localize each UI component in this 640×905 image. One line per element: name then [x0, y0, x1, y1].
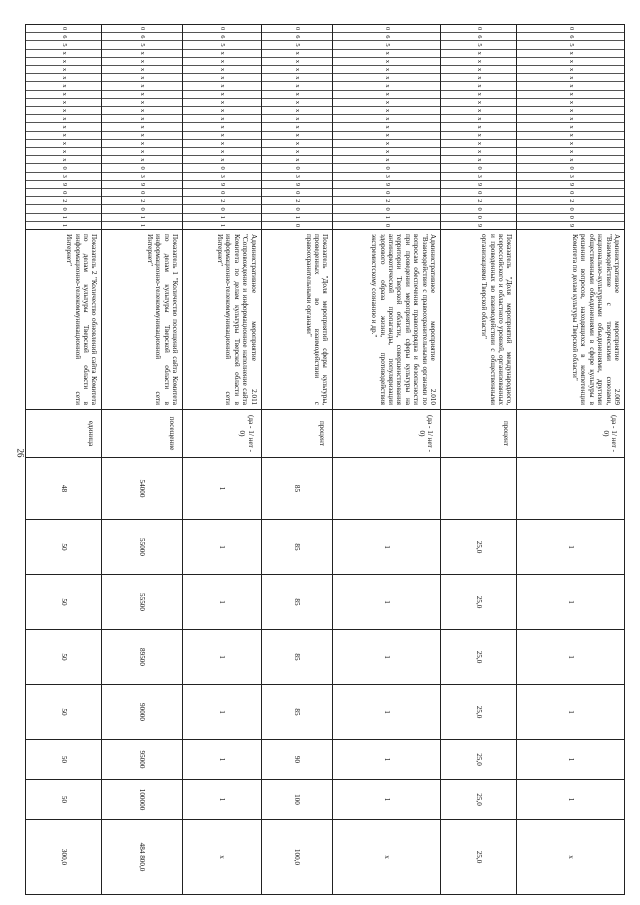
unit-of-measure: процент: [261, 410, 333, 458]
year-value: 1: [183, 575, 262, 630]
year-value: 89500: [102, 630, 183, 685]
measure-name: Административное мероприятие 2.009 "Взаимодействие с творческими союзами, национально-культурными объединениями, другими общественными объединениями в сфере культуры в решении вопросов, находящихся в компетенции Комитета по делам культуры Тверской области": [517, 230, 625, 410]
year-value: 48: [26, 458, 102, 520]
year-value: 25,0: [441, 575, 517, 630]
code-digit: 0: [26, 163, 101, 171]
total-value: 300,0: [26, 820, 102, 895]
code-digit: x: [517, 155, 624, 163]
code-digit: x: [517, 122, 624, 130]
code-digit: x: [441, 147, 516, 155]
code-digit: 0: [441, 204, 516, 212]
year-value: 100000: [102, 780, 183, 820]
code-digit: x: [102, 122, 182, 130]
code-digit: x: [262, 57, 333, 65]
code-digit: 0: [262, 188, 333, 196]
code-digit: x: [183, 114, 261, 122]
code-digit: 3: [26, 172, 101, 180]
code-digit: x: [333, 106, 440, 114]
code-digit: x: [262, 131, 333, 139]
code-digit: x: [441, 114, 516, 122]
code-digit: 0: [517, 188, 624, 196]
code-digit: x: [183, 131, 261, 139]
code-digit: x: [262, 98, 333, 106]
code-digit: 0: [26, 204, 101, 212]
code-digit: x: [26, 114, 101, 122]
code-digit: 3: [183, 172, 261, 180]
code-digit: x: [26, 90, 101, 98]
code-digit: x: [262, 73, 333, 81]
code-digit: 2: [26, 196, 101, 204]
code-digit: 6: [441, 32, 516, 40]
classification-code: [183, 25, 262, 230]
code-digit: x: [441, 131, 516, 139]
code-digit: x: [183, 139, 261, 147]
code-digit: 3: [517, 172, 624, 180]
code-digit: x: [517, 81, 624, 89]
code-digit: x: [102, 155, 182, 163]
code-digit: 0: [183, 204, 261, 212]
code-digit: x: [262, 155, 333, 163]
code-digit: 6: [102, 32, 182, 40]
code-digit: x: [441, 106, 516, 114]
code-digit: x: [441, 155, 516, 163]
code-digit: 2: [102, 196, 182, 204]
unit-of-measure: (да - 1/ нет - 0): [183, 410, 262, 458]
classification-code: [26, 25, 102, 230]
code-digit: 9: [333, 180, 440, 188]
code-digit: x: [183, 122, 261, 130]
code-digit: x: [333, 147, 440, 155]
code-digit: x: [333, 49, 440, 57]
code-digit: x: [517, 114, 624, 122]
page-number: 26: [15, 448, 26, 458]
total-value: 100,0: [261, 820, 333, 895]
code-digit: x: [517, 139, 624, 147]
code-digit: x: [102, 106, 182, 114]
year-value: 100: [261, 780, 333, 820]
code-digit: x: [517, 57, 624, 65]
measure-name: Административное мероприятие 2.011 "Сопровождение и информационное наполнение сайта Комитета по делам культуры Тверской области в информационно-телекоммуникационной сети Интернет": [183, 230, 262, 410]
code-digit: 0: [139, 27, 147, 31]
code-digit: 0: [102, 163, 182, 171]
code-digit: x: [333, 73, 440, 81]
code-digit: 9: [26, 180, 101, 188]
code-digit: 1: [102, 213, 182, 221]
code-digit: 0: [441, 188, 516, 196]
year-value: 50: [26, 630, 102, 685]
code-digit: 0: [333, 221, 440, 229]
code-digit: 1: [26, 221, 101, 229]
code-digit: x: [517, 131, 624, 139]
code-digit: x: [333, 81, 440, 89]
year-value: 1: [183, 685, 262, 740]
code-digit: x: [441, 73, 516, 81]
code-digit: 5: [441, 40, 516, 48]
code-digit: x: [102, 57, 182, 65]
year-value: 1: [517, 740, 625, 780]
code-digit: x: [102, 139, 182, 147]
code-digit: x: [262, 65, 333, 73]
code-digit: x: [183, 81, 261, 89]
code-digit: x: [262, 147, 333, 155]
year-value: 1: [333, 740, 441, 780]
code-digit: x: [441, 65, 516, 73]
unit-of-measure: (да - 1/ нет - 0): [333, 410, 441, 458]
code-digit: 0: [517, 163, 624, 171]
year-value: 1: [183, 458, 262, 520]
code-digit: x: [102, 90, 182, 98]
year-value: 85: [261, 458, 333, 520]
code-digit: 0: [262, 163, 333, 171]
code-digit: x: [333, 139, 440, 147]
code-digit: x: [517, 73, 624, 81]
code-digit: 1: [262, 213, 333, 221]
code-digit: x: [441, 49, 516, 57]
year-value: 85: [261, 575, 333, 630]
code-digit: 0: [102, 204, 182, 212]
code-digit: 5: [262, 40, 333, 48]
code-digit: x: [441, 57, 516, 65]
code-digit: 0: [183, 163, 261, 171]
code-digit: 0: [262, 204, 333, 212]
code-digit: 0: [294, 27, 302, 31]
code-digit: x: [441, 122, 516, 130]
code-digit: 0: [441, 213, 516, 221]
total-value: 484 800,0: [102, 820, 183, 895]
code-digit: x: [102, 98, 182, 106]
code-digit: 0: [26, 188, 101, 196]
year-value: 50: [26, 780, 102, 820]
classification-code: [102, 25, 183, 230]
code-digit: x: [102, 73, 182, 81]
code-digit: x: [333, 131, 440, 139]
code-digit: x: [262, 106, 333, 114]
code-digit: 0: [333, 204, 440, 212]
table-row: [183, 25, 262, 895]
year-value: 1: [333, 780, 441, 820]
table-row: [333, 25, 441, 895]
year-value: 1: [333, 630, 441, 685]
code-digit: 3: [333, 172, 440, 180]
year-value: 50: [26, 740, 102, 780]
code-digit: x: [262, 90, 333, 98]
code-digit: 1: [333, 213, 440, 221]
total-value: 25,0: [441, 820, 517, 895]
code-digit: 0: [60, 27, 68, 31]
code-digit: 1: [183, 221, 261, 229]
year-value: 1: [517, 630, 625, 685]
table-row: [26, 25, 102, 895]
year-value: 55000: [102, 520, 183, 575]
year-value: 1: [183, 630, 262, 685]
code-digit: x: [441, 139, 516, 147]
measure-name: Показатель "Доля мероприятий сферы культуры, проведенных во взаимодействии с правоохранительными органами": [261, 230, 333, 410]
code-digit: 0: [517, 213, 624, 221]
year-value: 1: [333, 520, 441, 575]
year-value: 1: [517, 520, 625, 575]
table-row: [261, 25, 333, 895]
classification-code: [517, 25, 625, 230]
unit-of-measure: посещение: [102, 410, 183, 458]
year-value: 85: [261, 520, 333, 575]
code-digit: x: [102, 114, 182, 122]
code-digit: x: [26, 81, 101, 89]
code-digit: x: [102, 65, 182, 73]
unit-of-measure: (да - 1/ нет - 0): [517, 410, 625, 458]
code-digit: x: [441, 81, 516, 89]
code-digit: 5: [183, 40, 261, 48]
code-digit: 0: [102, 188, 182, 196]
year-value: 25,0: [441, 520, 517, 575]
code-digit: x: [26, 155, 101, 163]
year-value: 1: [333, 575, 441, 630]
year-value: 1: [183, 520, 262, 575]
code-digit: 3: [441, 172, 516, 180]
code-digit: x: [333, 65, 440, 73]
code-digit: x: [333, 122, 440, 130]
code-digit: x: [517, 65, 624, 73]
table-row: [102, 25, 183, 895]
code-digit: x: [26, 65, 101, 73]
year-value: 85: [261, 630, 333, 685]
code-digit: 1: [26, 213, 101, 221]
code-digit: 9: [441, 180, 516, 188]
classification-code: [261, 25, 333, 230]
code-digit: x: [26, 147, 101, 155]
code-digit: x: [333, 57, 440, 65]
classification-code: [333, 25, 441, 230]
table-row: [441, 25, 517, 895]
code-digit: 0: [333, 163, 440, 171]
unit-of-measure: единица: [26, 410, 102, 458]
year-value: [517, 458, 625, 520]
total-value: х: [333, 820, 441, 895]
year-value: 25,0: [441, 630, 517, 685]
code-digit: x: [102, 131, 182, 139]
code-digit: x: [26, 73, 101, 81]
code-digit: 6: [333, 32, 440, 40]
code-digit: x: [183, 155, 261, 163]
code-digit: 1: [183, 213, 261, 221]
classification-code: [441, 25, 517, 230]
code-digit: x: [183, 57, 261, 65]
year-value: 90000: [102, 685, 183, 740]
code-digit: 5: [517, 40, 624, 48]
code-digit: 9: [517, 180, 624, 188]
code-digit: x: [517, 147, 624, 155]
code-digit: x: [517, 106, 624, 114]
code-digit: x: [262, 122, 333, 130]
program-table: [25, 24, 625, 895]
code-digit: 2: [517, 196, 624, 204]
code-digit: x: [26, 49, 101, 57]
code-digit: x: [333, 155, 440, 163]
code-digit: x: [26, 131, 101, 139]
code-digit: 0: [475, 27, 483, 31]
code-digit: x: [102, 81, 182, 89]
code-digit: x: [183, 98, 261, 106]
year-value: 1: [517, 575, 625, 630]
code-digit: x: [441, 90, 516, 98]
code-digit: 2: [441, 196, 516, 204]
code-digit: 2: [262, 196, 333, 204]
code-digit: 3: [102, 172, 182, 180]
year-value: 25,0: [441, 740, 517, 780]
year-value: 25,0: [441, 685, 517, 740]
measure-name: Показатель 2 "Количество обновлений сайта Комитета по делам культуры Тверской области в информационно-телекоммуникационной сети Интернет": [26, 230, 102, 410]
code-digit: 3: [262, 172, 333, 180]
rotated-table-wrapper: [25, 24, 625, 894]
code-digit: 0: [383, 27, 391, 31]
measure-name: Показатель "Доля мероприятий международного, всероссийского и областного уровней, организованных и проведенных во взаимодействии с общественными организациями Тверской области": [441, 230, 517, 410]
code-digit: 6: [517, 32, 624, 40]
total-value: х: [183, 820, 262, 895]
measure-name: Административное мероприятие 2.010 "Взаимодействие с правоохранительными органами по вопросам обеспечения правопорядка и безопасности при проведении мероприятий сферы культуры на территории Тверской области, совершенствования антинаркотической пропаганды, популяризации здорового образа жизни, противодействия экстремистскому сознанию и др.": [333, 230, 441, 410]
code-digit: x: [183, 73, 261, 81]
code-digit: x: [26, 57, 101, 65]
year-value: 1: [517, 685, 625, 740]
table-body: [26, 25, 625, 895]
code-digit: 0: [333, 188, 440, 196]
code-digit: x: [262, 49, 333, 57]
year-value: 1: [183, 780, 262, 820]
code-digit: 5: [102, 40, 182, 48]
code-digit: 5: [333, 40, 440, 48]
code-digit: 6: [262, 32, 333, 40]
code-digit: 6: [26, 32, 101, 40]
code-digit: x: [183, 49, 261, 57]
unit-of-measure: процент: [441, 410, 517, 458]
code-digit: x: [102, 147, 182, 155]
code-digit: 9: [262, 180, 333, 188]
code-digit: x: [333, 114, 440, 122]
code-digit: 9: [517, 221, 624, 229]
code-digit: x: [517, 98, 624, 106]
code-digit: 0: [262, 221, 333, 229]
code-digit: 9: [183, 180, 261, 188]
year-value: 1: [333, 685, 441, 740]
code-digit: x: [517, 90, 624, 98]
code-digit: x: [333, 90, 440, 98]
code-digit: 5: [26, 40, 101, 48]
code-digit: 2: [333, 196, 440, 204]
year-value: 25,0: [441, 780, 517, 820]
code-digit: 2: [183, 196, 261, 204]
year-value: [441, 458, 517, 520]
code-digit: x: [183, 147, 261, 155]
code-digit: 0: [441, 163, 516, 171]
code-digit: x: [183, 65, 261, 73]
code-digit: x: [333, 98, 440, 106]
code-digit: x: [441, 98, 516, 106]
code-digit: 0: [219, 27, 227, 31]
code-digit: 1: [102, 221, 182, 229]
year-value: 54000: [102, 458, 183, 520]
code-digit: 9: [102, 180, 182, 188]
code-digit: x: [262, 139, 333, 147]
code-digit: 0: [567, 27, 575, 31]
year-value: 50: [26, 685, 102, 740]
year-value: [333, 458, 441, 520]
code-digit: x: [26, 139, 101, 147]
code-digit: x: [262, 114, 333, 122]
measure-name: Показатель 1 "Количество посещений сайта Комитета по делам культуры Тверской области в информационно-телекоммуникационной сети Интернет": [102, 230, 183, 410]
year-value: 50: [26, 520, 102, 575]
year-value: 50: [26, 575, 102, 630]
year-value: 95000: [102, 740, 183, 780]
year-value: 55500: [102, 575, 183, 630]
code-digit: x: [26, 106, 101, 114]
code-digit: x: [517, 49, 624, 57]
code-digit: x: [26, 122, 101, 130]
code-digit: x: [262, 81, 333, 89]
year-value: 90: [261, 740, 333, 780]
code-digit: x: [183, 90, 261, 98]
code-digit: 0: [517, 204, 624, 212]
code-digit: 6: [183, 32, 261, 40]
code-digit: 0: [183, 188, 261, 196]
year-value: 1: [517, 780, 625, 820]
code-digit: x: [26, 98, 101, 106]
total-value: х: [517, 820, 625, 895]
table-row: [517, 25, 625, 895]
code-digit: x: [183, 106, 261, 114]
code-digit: x: [102, 49, 182, 57]
year-value: 85: [261, 685, 333, 740]
year-value: 1: [183, 740, 262, 780]
code-digit: 9: [441, 221, 516, 229]
